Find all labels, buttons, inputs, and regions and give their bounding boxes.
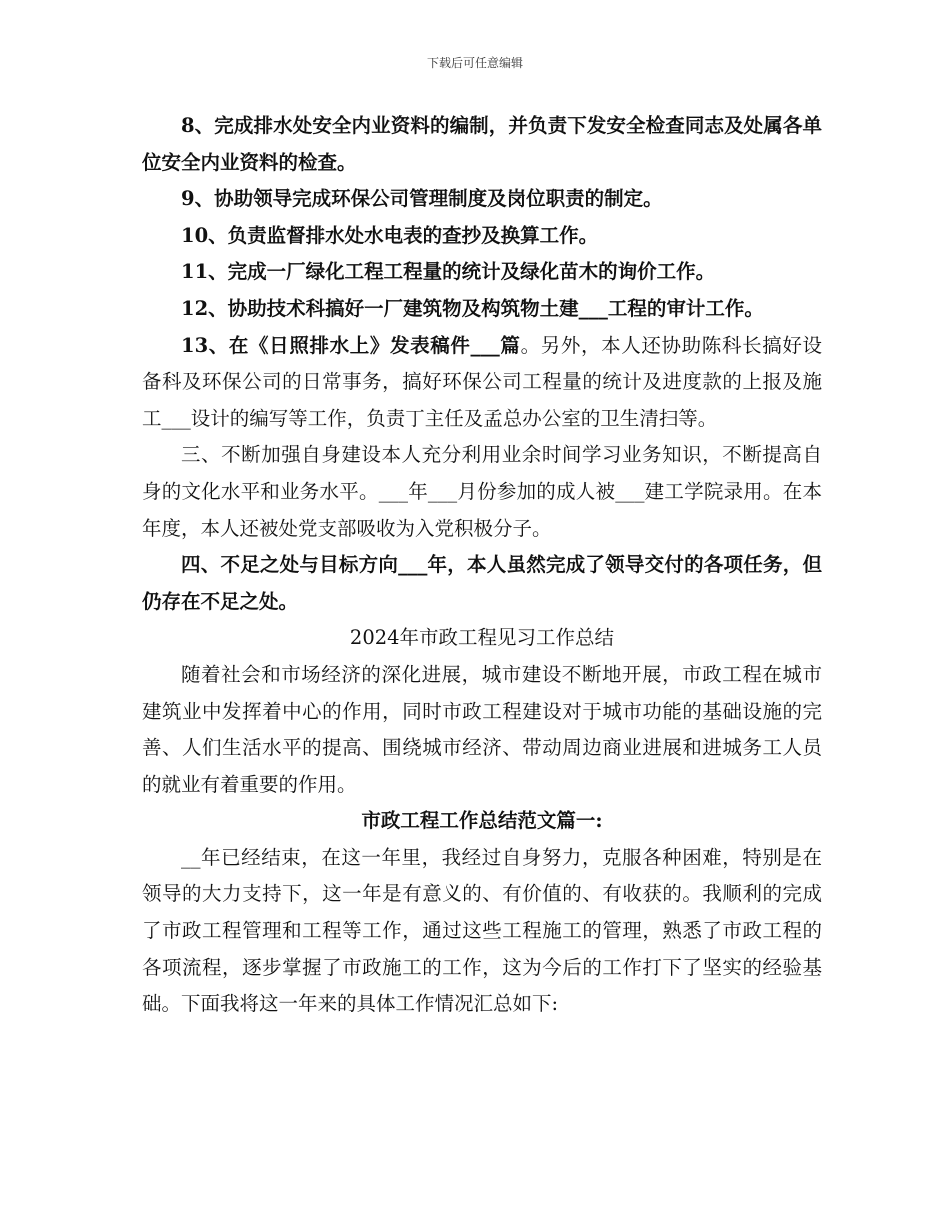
list-item-8: 8、完成排水处安全内业资料的编制，并负责下发安全检查同志及处属各单位安全内业资料的检查。 — [142, 114, 822, 174]
section-three-paragraph: 三、不断加强自身建设本人充分利用业余时间学习业务知识，不断提高自身的文化水平和业务水平。___年___月份参加的成人被___建工学院录用。在本年度，本人还被处党支部吸收为入党积极分子。 — [142, 443, 822, 540]
document-body — [142, 108, 822, 1023]
list-item-13 — [142, 328, 822, 438]
list-item-13-rest: 。另外，本人还协助陈科长搞好设备科及环保公司的日常事务，搞好环保公司工程量的统计及进度款的上报及施工___设计的编写等工作，负责丁主任及孟总办公室的卫生清扫等。 — [142, 333, 822, 430]
list-item-13-bold: 13、在《日照排水上》发表稿件___篇 — [181, 333, 521, 357]
list-item-12: 12、协助技术科搞好一厂建筑物及构筑物土建___工程的审计工作。 — [181, 296, 764, 320]
intro-paragraph: 随着社会和市场经济的深化进展，城市建设不断地开展，市政工程在城市建筑业中发挥着中心的作用，同时市政工程建设对于城市功能的基础设施的完善、人们生活水平的提高、围绕城市经济、带动周边商业进展和进城务工人员的就业有着重要的作用。 — [142, 662, 822, 796]
list-item-11: 11、完成一厂绿化工程工程量的统计及绿化苗木的询价工作。 — [181, 260, 716, 284]
page-header: 下载后可任意编辑 — [426, 56, 523, 70]
section-four-paragraph: 四、不足之处与目标方向___年，本人虽然完成了领导交付的各项任务，但仍存在不足之处。 — [142, 553, 822, 613]
section-subtitle: 市政工程工作总结范文篇一: — [361, 809, 603, 833]
list-item-10: 10、负责监督排水处水电表的查抄及换算工作。 — [181, 223, 599, 247]
body-paragraph: __年已经结束，在这一年里，我经过自身努力，克服各种困难，特别是在领导的大力支持下，这一年是有意义的、有价值的、有收获的。我顺利的完成了市政工程管理和工程等工作，通过这些工程施工的管理，熟悉了市政工程的各项流程，逐步掌握了市政施工的工作，这为今后的工作打下了坚实的经验基础。下面我将这一年来的具体工作情况汇总如下: — [142, 845, 822, 1016]
document-title: 2024年市政工程见习工作总结 — [349, 626, 615, 650]
list-item-9: 9、协助领导完成环保公司管理制度及岗位职责的制定。 — [181, 187, 663, 211]
